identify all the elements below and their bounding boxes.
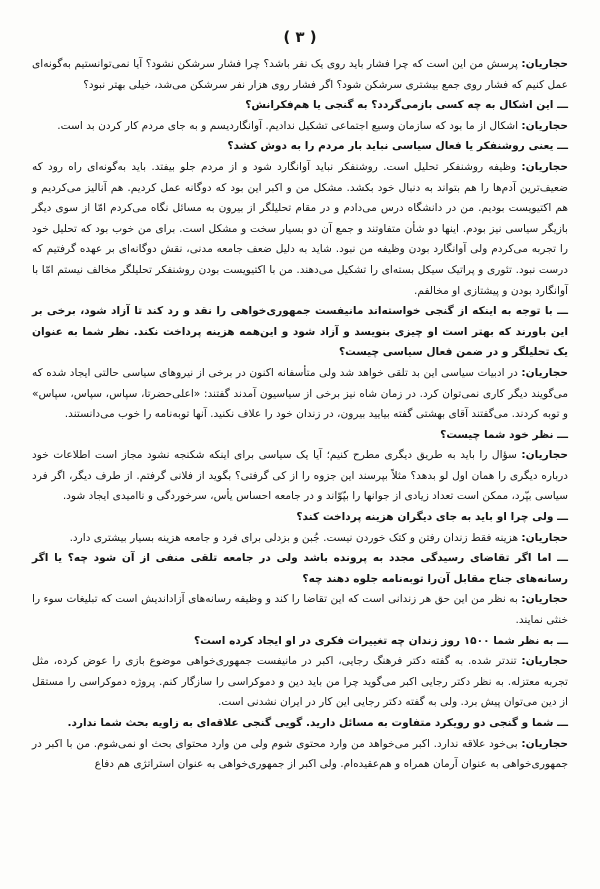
page-number: ( ۳ ) <box>283 28 317 46</box>
interview-question: ـــ نظر خود شما چیست؟ <box>440 428 568 441</box>
answer-text: بی‌خود علاقه ندارد. اکبر می‌خواهد من وارد محتوی شوم ولی من وارد محتوای بحث او نمی‌شوم. من با اکبر در جمهوری‌خواهی به عنوان آرمان همراه و هم‌عقیده‌ام. ولی اکبر از جمهوری‌خواهی به عنوان استراتژی هم دفاع <box>32 737 568 771</box>
speaker-label: حجاریان: <box>521 737 568 750</box>
interview-question: ـــ با توجه به اینکه از گنجی خواسته‌اند مانیفست جمهوری‌خواهی را نقد و رد کند تا آزاد شود، برخی بر این باورند که بهتر است او چیزی بنویسد و آزاد شود و این‌همه هزینه پرداخت نکند. نظر شما به عنوان یک تحلیلگر و در ضمن فعال سیاسی چیست؟ <box>32 305 568 359</box>
speaker-label: حجاریان: <box>521 655 568 668</box>
interview-answer <box>32 734 568 775</box>
answer-text: وظیفه روشنفکر تحلیل است. روشنفکر نباید آوانگارد شود و از مردم جلو بیفتد. باید به‌گونه‌ای راه رود که ضعیف‌ترین آدم‌ها را هم بتواند به دنبال خود بکشد. مشکل من و اکبر این بود که دوگانه عمل کردیم. هم آنالیز می‌کردیم و هم اکتیویست بودیم. من در دانشگاه درس می‌دادم و در مقام تحلیلگر از بیرون به مسائل نگاه می‌کردم امّا از سوی دیگر بازیگر سیاسی نیز بودم. اینها دو شأن متفاوتند و جمع آن دو بسیار سخت و مشکل است. برای من خوب بود که تحلیل خود را تجربه می‌کردم ولی آوانگارد بودن وظیفه من نبود. شاید به دلیل ضعف جامعه مدنی، نقش دوگانه‌ای بر عهده گرفتیم که درست نبود. تئوری و پراتیک سیکل بسته‌ای را تشکیل می‌دهند. من با اکتیویست بودن روشنفکر تحلیلگر مخالف نیستم امّا با آوانگارد بودن و پیشتازی او مخالفم. <box>32 160 568 297</box>
interview-answer <box>32 116 568 137</box>
interview-answer <box>32 157 568 301</box>
speaker-label: حجاریان: <box>521 160 568 173</box>
interview-answer <box>32 54 568 95</box>
interview-question: ـــ ولی چرا او باید به جای دیگران هزینه پرداخت کند؟ <box>296 511 568 524</box>
speaker-label: حجاریان: <box>521 119 568 132</box>
answer-text: در ادبیات سیاسی این بد تلقی خواهد شد ولی متأسفانه اکنون در برخی از نیروهای سیاسی حالتی ایجاد شده که می‌گویند دیگر کاری نمی‌توان کرد. در زمان شاه نیز برخی از سیاسیون آمدند گفتند: «اعلی‌حضرتا، سپاس، سپاس، سپاس» و توبه کردند. می‌گفتند آقای بهشتی گفته بیایید بیرون، در زندان خود را علاف نکنید. آنها توبه‌نامه را خوب می‌دانستند. <box>32 366 568 421</box>
interview-question: ـــ اما اگر تقاضای رسیدگی مجدد به پرونده باشد ولی در جامعه تلقی منفی از آن شود چه؟ یا اگر رسانه‌های جناح مقابل آن‌را توبه‌نامه جلوه دهند چه؟ <box>32 552 568 585</box>
interview-answer <box>32 363 568 425</box>
answer-text: به نظر من این حق هر زندانی است که این تقاضا را کند و وظیفه رسانه‌های آزاداندیش است که تبلیغات سوء را خنثی نمایند. <box>32 593 568 627</box>
speaker-label: حجاریان: <box>521 58 568 70</box>
interview-text <box>32 54 568 775</box>
speaker-label: حجاریان: <box>521 593 568 606</box>
speaker-label: حجاریان: <box>521 449 568 462</box>
answer-text: اشکال از ما بود که سازمان وسیع اجتماعی تشکیل ندادیم. آوانگاردیسم و به جای مردم کار کردن بد است. <box>57 119 522 132</box>
interview-answer <box>32 651 568 713</box>
speaker-label: حجاریان: <box>521 366 568 379</box>
speaker-label: حجاریان: <box>521 531 568 544</box>
answer-text: تندتر شده. به گفته دکتر فرهنگ رجایی، اکبر در مانیفست جمهوری‌خواهی موضوع بازی را عوض کرده، مثل تجربه معتزله. به نظر دکتر رجایی اکبر می‌گوید چرا من باید دین و دموکراسی را سازگار کنم. پروژه دموکراسی را مستقل از دین می‌توان پیش برد. ولی به گفته دکتر رجایی این کار در ایران نشدنی است. <box>32 655 568 709</box>
answer-text: سؤال را باید به طریق دیگری مطرح کنیم؛ آیا یک سیاسی برای اینکه شکنجه نشود مجاز است اطلاعات خود درباره دیگری را همان اول لو بدهد؟ مثلاً بپرسند این جزوه را از کی گرفتی؟ بگوید از فلانی گرفتم. از طرف دیگر، اگر فرد سیاسی بپّرد، ممکن است تعداد زیادی از جوانها را بپّوّاند و در جامعه احساس یأس، سرخوردگی و ناامیدی ایجاد شود. <box>32 449 568 503</box>
interview-question: ـــ این اشکال به چه کسی بازمی‌گردد؟ به گنجی یا هم‌فکرانش؟ <box>245 99 568 112</box>
interview-question: ـــ شما و گنجی دو رویکرد متفاوت به مسائل دارید. گویی گنجی علاقه‌ای به زاویه بحث شما ندارد. <box>67 717 568 729</box>
answer-text: پرسش من این است که چرا فشار باید روی یک نفر باشد؟ چرا فشار سرشکن نشود؟ آیا نمی‌توانستیم به‌گونه‌ای عمل کنیم که فشار روی جمع بیشتری سرشکن شود؟ اگر فشار روی هزار نفر سرشکن می‌شد، خیلی بهتر نبود؟ <box>32 58 568 91</box>
interview-answer <box>32 589 568 630</box>
interview-question: ـــ یعنی روشنفکر یا فعال سیاسی نباید بار مردم را به دوش کشد؟ <box>227 140 568 153</box>
interview-answer <box>32 445 568 507</box>
interview-question: ـــ به نظر شما ۱۵۰۰ روز زندان چه تغییرات فکری در او ایجاد کرده است؟ <box>193 634 568 647</box>
answer-text: هزینه فقط زندان رفتن و کتک خوردن نیست. جُبن و بزدلی برای فرد و جامعه هزینه بسیار بیشتری دارد. <box>69 531 522 544</box>
interview-answer <box>32 528 568 549</box>
